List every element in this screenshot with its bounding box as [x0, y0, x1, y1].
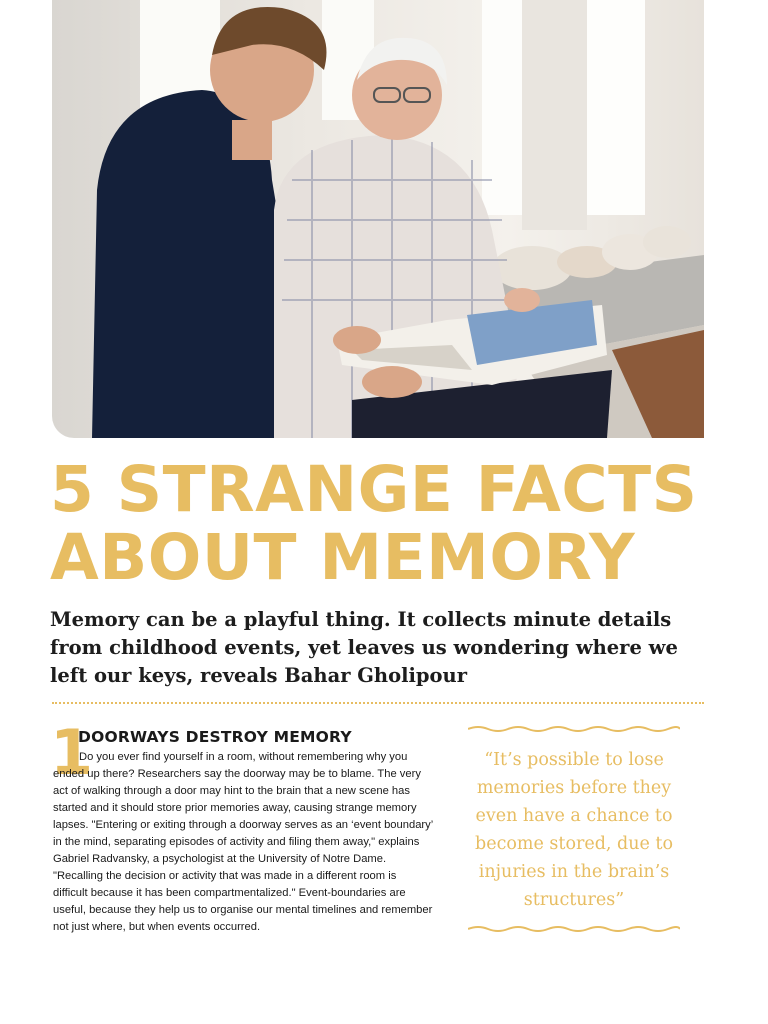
pullquote: “It’s possible to lose memories before they even have a chance to become stored, due to injuries in the brain’s structures” — [475, 750, 673, 910]
window-right-1 — [482, 0, 522, 215]
article-title — [50, 453, 750, 594]
title-line-2: ABOUT MEMORY — [50, 521, 636, 594]
hand — [333, 326, 381, 354]
pullquote-bottom-rule — [468, 924, 680, 934]
photo-illustration — [52, 0, 704, 438]
fact-body: Do you ever find yourself in a room, without remembering why you ended up there? Researchers say the doorway may be to blame. The very act of walking through a door may hint to the brain that a new scene has started and it should store prior memories away, causing strange memory lapses. "Entering or exiting through a doorway serves as an ‘event boundary’ in the mind, separating episodes of activity and filing them away," explains Gabriel Radvansky, a psychologist at the University of Notre Dame. "Recalling the decision or activity that was made in a different room is difficult because it has been compartmentalized." Event-boundaries are useful, because they help us to organise our mental timelines and remember not just where, but when events occurred. — [53, 751, 433, 933]
pullquote-top-rule — [468, 724, 680, 734]
fact-heading: DOORWAYS DESTROY MEMORY — [78, 728, 352, 746]
standfirst: Memory can be a playful thing. It collects minute details from childhood events, yet leaves us wondering where we left our keys, reveals Bahar Gholipour — [50, 608, 678, 687]
fact-number: 1 — [50, 716, 94, 789]
dotted-divider — [52, 702, 704, 704]
title-line-1: 5 STRANGE FACTS — [50, 453, 698, 526]
hero-photo — [52, 0, 704, 438]
window-right-2 — [587, 0, 645, 215]
